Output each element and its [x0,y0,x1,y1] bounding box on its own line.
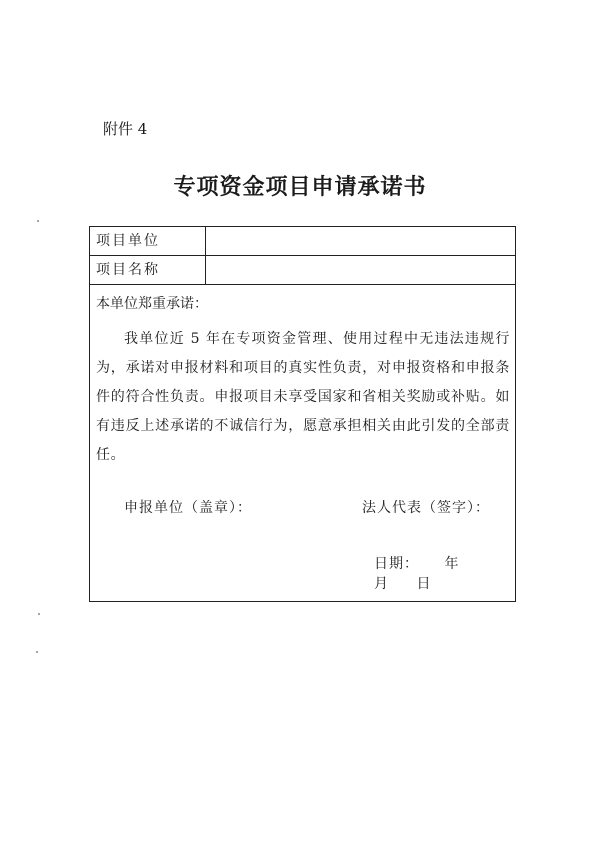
day-label: 日 [416,576,432,592]
date-label: 日期： [374,556,419,572]
applicant-seal-label: 申报单位（盖章）： [124,500,252,516]
annex-label: 附件 4 [103,120,148,138]
pledge-intro: 本单位郑重承诺： [96,296,208,312]
project-name-field[interactable] [206,256,515,284]
month-label: 月 [374,576,389,592]
project-unit-field[interactable] [206,227,515,255]
project-unit-row [90,227,515,256]
document-title: 专项资金项目申请承诺书 [173,174,427,200]
project-unit-label: 项目单位 [90,227,206,255]
scan-speck [36,651,38,653]
project-name-row [90,256,515,285]
legal-rep-label: 法人代表（签字）： [362,500,490,516]
pledge-body: 我单位近 5 年在专项资金管理、使用过程中无违法违规行为，承诺对申报材料和项目的真实性负责，对申报资格和申报条件的符合性负责。申报项目未享受国家和省相关奖励或补贴。如有违反上述承诺的不诚信行为，愿意承担相关由此引发的全部责任。 [96,331,510,463]
date-line [374,553,515,593]
pledge-form [89,226,516,602]
scan-speck [37,220,39,222]
year-label: 年 [444,556,460,572]
project-name-label: 项目名称 [90,256,206,284]
scan-speck [38,613,40,615]
